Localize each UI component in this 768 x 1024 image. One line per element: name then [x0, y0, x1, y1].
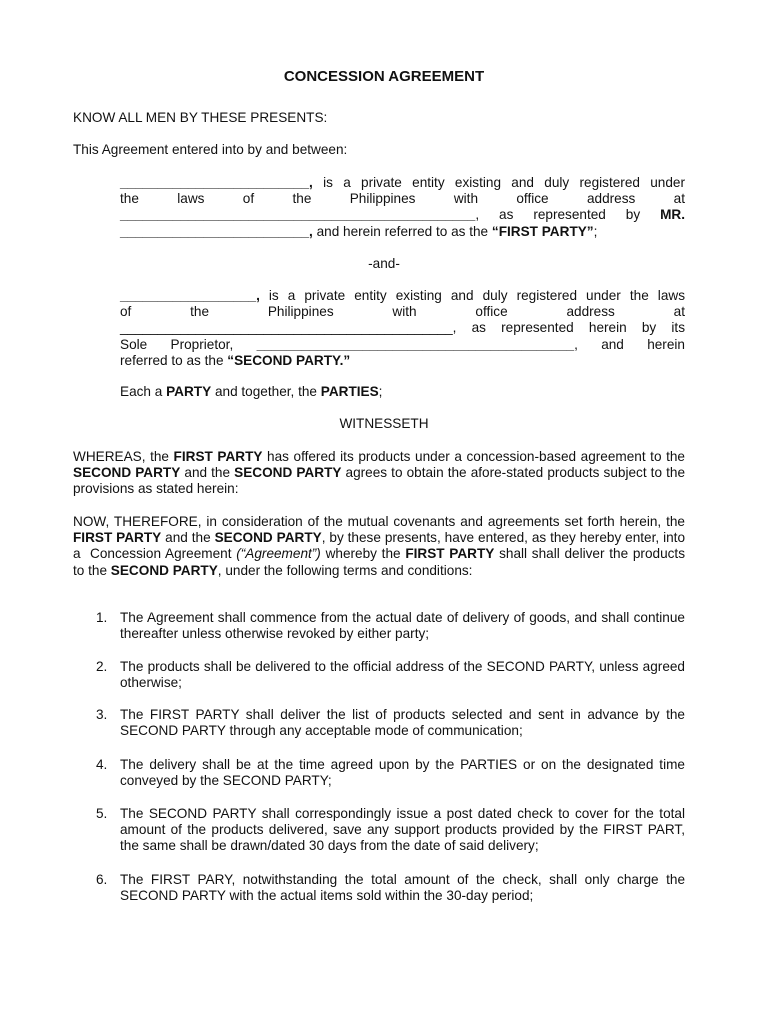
- second-party-paragraph: [120, 288, 685, 369]
- first-party-line-3: _______________________________________________, as represented by MR.: [120, 207, 685, 223]
- now-therefore-paragraph: NOW, THEREFORE, in consideration of the mutual covenants and agreements set forth herein, the FIRST PARTY and the SECOND PARTY, by these presents, have entered, as they hereby enter, into a Concession Agreement (“Agreement”) whereby the FIRST PARTY shall shall deliver the products to the SECOND PARTY, under the following terms and conditions:: [73, 514, 685, 578]
- first-party-line-2: the laws of the Philippines with office address at: [120, 191, 685, 207]
- whereas-paragraph: WHEREAS, the FIRST PARTY has offered its products under a concession-based agreement to the SECOND PARTY and the SECOND PARTY agrees to obtain the afore-stated products subject to the provisions as stated herein:: [73, 449, 685, 497]
- second-party-label: “SECOND PARTY.”: [227, 352, 351, 368]
- second-party-proprietor-blank: __________________________________________: [256, 336, 575, 352]
- term-number: 2.: [96, 659, 108, 674]
- second-party-line-3: ____________________________________________, as represented herein by its: [120, 320, 685, 336]
- term-item: [73, 757, 685, 789]
- first-party-name-blank: _________________________,: [120, 175, 313, 190]
- first-party-line-1: _________________________, is a private entity existing and duly registered under: [120, 175, 685, 190]
- term-text: The FIRST PARTY shall deliver the list of products selected and sent in advance by the SECOND PARTY through any acceptable mode of communication;: [120, 707, 685, 739]
- first-party-address-blank: _______________________________________________: [120, 207, 476, 223]
- term-number: 1.: [96, 610, 108, 625]
- first-party-paragraph: [120, 175, 685, 240]
- term-text: The Agreement shall commence from the actual date of delivery of goods, and shall continue thereafter unless otherwise revoked by either party;: [120, 610, 685, 642]
- first-party-label: “FIRST PARTY”: [491, 223, 594, 239]
- second-party-line-4: Sole Proprietor, __________________________________________, and herein: [120, 336, 685, 352]
- second-party-line-1: __________________, is a private entity existing and duly registered under the laws: [120, 288, 685, 303]
- intro-line: This Agreement entered into by and between:: [73, 142, 348, 157]
- term-number: 6.: [96, 872, 108, 887]
- term-item: [73, 872, 685, 904]
- term-text: The products shall be delivered to the official address of the SECOND PARTY, unless agreed otherwise;: [120, 659, 685, 691]
- term-number: 4.: [96, 757, 108, 772]
- first-party-representative-blank: _________________________,: [120, 223, 313, 239]
- witnesseth-heading: WITNESSETH: [339, 416, 429, 431]
- term-item: [73, 806, 685, 855]
- term-item: [73, 610, 685, 642]
- know-all-men-line: KNOW ALL MEN BY THESE PRESENTS:: [73, 110, 328, 125]
- and-separator: -and-: [368, 256, 400, 271]
- term-item: [73, 659, 685, 691]
- second-party-address-blank: ____________________________________________: [120, 320, 453, 336]
- each-party-line: Each a PARTY and together, the PARTIES;: [120, 384, 383, 399]
- second-party-line-2: of the Philippines with office address at: [120, 304, 685, 320]
- second-party-line-5: referred to as the “SECOND PARTY.”: [120, 352, 351, 368]
- term-text: The SECOND PARTY shall correspondingly issue a post dated check to cover for the total amount of the products delivered, save any support products provided by the FIRST PART, the same shall be drawn/dated 30 days from the date of said delivery;: [120, 806, 685, 854]
- second-party-name-blank: __________________,: [120, 288, 260, 303]
- term-text: The FIRST PARY, notwithstanding the total amount of the check, shall only charge the SECOND PARTY with the actual items sold within the 30-day period;: [120, 872, 685, 904]
- document-title: CONCESSION AGREEMENT: [283, 68, 485, 85]
- term-text: The delivery shall be at the time agreed upon by the PARTIES or on the designated time conveyed by the SECOND PARTY;: [120, 757, 685, 789]
- term-number: 3.: [96, 707, 108, 722]
- term-item: [73, 707, 685, 739]
- term-number: 5.: [96, 806, 108, 821]
- first-party-line-4: _________________________, and herein referred to as the “FIRST PARTY”;: [120, 223, 598, 239]
